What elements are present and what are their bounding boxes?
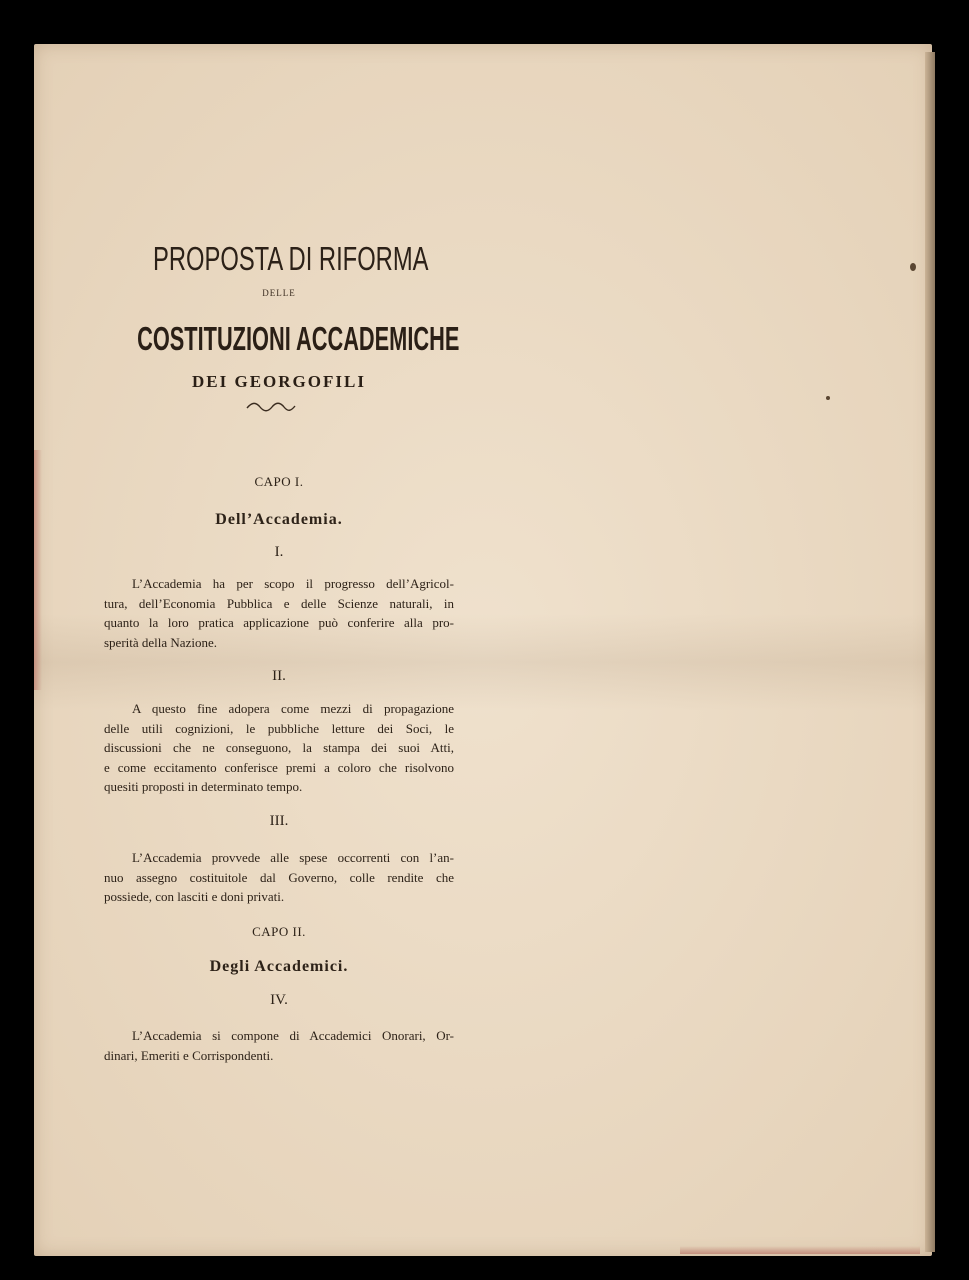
text-line: sperità della Nazione. <box>104 634 217 650</box>
title-line-2: DELLE <box>262 288 296 298</box>
article-paragraph <box>104 1026 454 1065</box>
title-line-4: DEI GEORGOFILI <box>192 372 366 391</box>
text-line: L’Accademia si compone di Accademici Onorari, Or- <box>132 1028 454 1043</box>
text-line: nuo assegno costituitole dal Governo, colle rendite che <box>104 869 454 885</box>
text-line: quanto la loro pratica applicazione può conferire alla pro- <box>104 615 454 630</box>
article-paragraph <box>104 574 454 652</box>
ink-spot <box>826 396 830 400</box>
article-number: IV. <box>270 992 288 1008</box>
text-line: delle utili cognizioni, le pubbliche letture dei Soci, le <box>104 720 454 736</box>
article-paragraph <box>104 699 454 797</box>
chapter-heading: Dell’Accademia. <box>215 511 343 528</box>
article-number: II. <box>272 668 286 684</box>
text-line: L’Accademia provvede alle spese occorrenti con l’an- <box>132 850 454 865</box>
article-paragraph <box>104 848 454 907</box>
ink-spot <box>910 263 916 271</box>
text-line: possiede, con lasciti e doni privati. <box>104 889 285 904</box>
page-edge-shadow <box>925 52 935 1252</box>
text-line: tura, dell’Economia Pubblica e delle Scienze naturali, in <box>104 595 454 611</box>
article-number: I. <box>274 544 284 560</box>
title-line-3: COSTITUZIONI ACCADEMICHE <box>137 320 460 357</box>
text-line: A questo fine adopera come mezzi di propagazione <box>132 701 454 716</box>
text-line: L’Accademia ha per scopo il progresso dell’Agricol- <box>132 576 454 591</box>
text-line: e come eccitamento conferisce premi a coloro che risolvono <box>104 759 454 775</box>
paper-stain-left <box>34 450 42 690</box>
article-number: III. <box>269 813 289 829</box>
title-line-1: PROPOSTA DI RIFORMA <box>153 240 429 277</box>
chapter-heading: Degli Accademici. <box>209 958 349 975</box>
paper-stain-bottom <box>680 1246 920 1254</box>
text-line: dinari, Emeriti e Corrispondenti. <box>104 1047 274 1063</box>
chapter-label: CAPO I. <box>254 474 304 489</box>
text-line: discussioni che ne conseguono, la stampa dei suoi Atti, <box>104 740 454 755</box>
chapter-label: CAPO II. <box>252 924 306 939</box>
text-line: quesiti proposti in determinato tempo. <box>104 779 303 794</box>
flourish-ornament <box>245 400 297 414</box>
